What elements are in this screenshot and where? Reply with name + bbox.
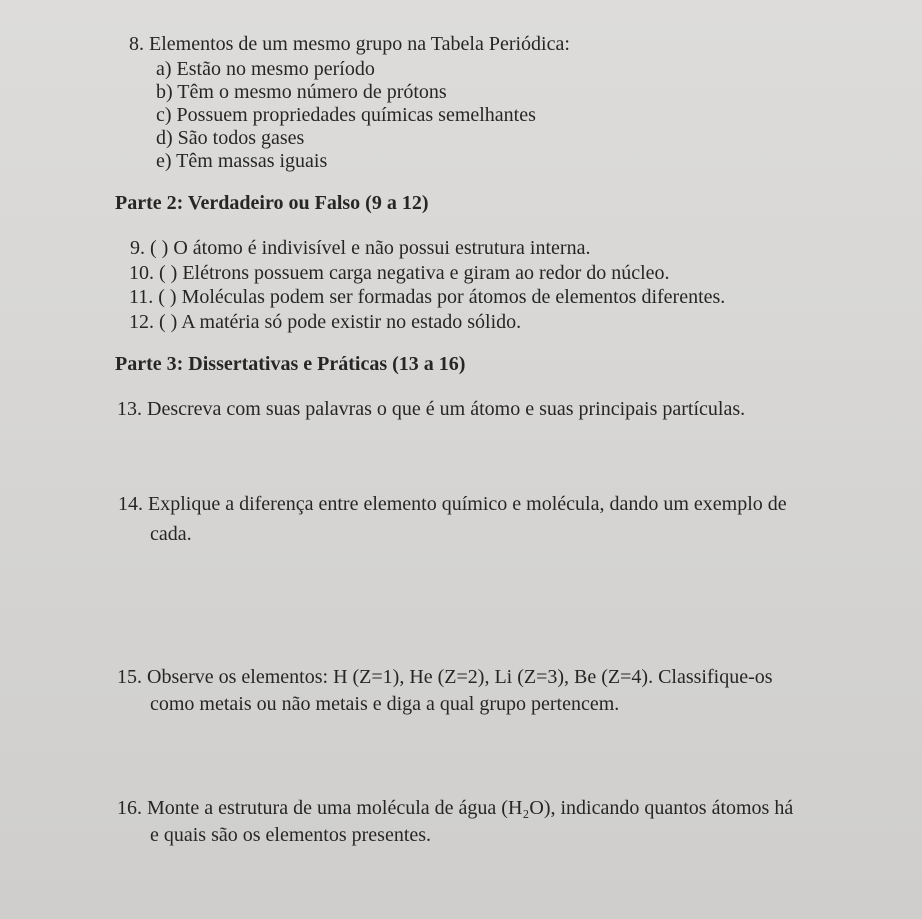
tf-item-9: 9. ( ) O átomo é indivisível e não possui estrutura interna.	[130, 237, 591, 259]
question-16-line-1: 16. Monte a estrutura de uma molécula de água (H₂O), indicando quantos átomos há	[117, 797, 794, 819]
tf-item-11: 11. ( ) Moléculas podem ser formadas por átomos de elementos diferentes.	[129, 286, 726, 308]
question-8-option-b: b) Têm o mesmo número de prótons	[156, 81, 447, 103]
question-14-line-1: 14. Explique a diferença entre elemento químico e molécula, dando um exemplo de	[118, 493, 787, 515]
part-2-title: Parte 2: Verdadeiro ou Falso (9 a 12)	[115, 192, 429, 214]
part-3-title: Parte 3: Dissertativas e Práticas (13 a 16)	[115, 353, 466, 375]
tf-item-12: 12. ( ) A matéria só pode existir no estado sólido.	[129, 311, 522, 333]
question-16-line-2: e quais são os elementos presentes.	[150, 824, 432, 846]
question-8-option-e: e) Têm massas iguais	[156, 150, 328, 172]
question-15-line-1: 15. Observe os elementos: H (Z=1), He (Z=2), Li (Z=3), Be (Z=4). Classifique-os	[117, 666, 773, 688]
tf-item-10: 10. ( ) Elétrons possuem carga negativa e giram ao redor do núcleo.	[129, 262, 670, 284]
question-8-option-c: c) Possuem propriedades químicas semelhantes	[156, 104, 536, 126]
question-8-option-d: d) São todos gases	[156, 127, 305, 149]
question-13: 13. Descreva com suas palavras o que é um átomo e suas principais partículas.	[117, 398, 746, 420]
question-15-line-2: como metais ou não metais e diga a qual grupo pertencem.	[150, 693, 620, 715]
question-8-stem: 8. Elementos de um mesmo grupo na Tabela Periódica:	[129, 33, 570, 55]
question-14-line-2: cada.	[150, 523, 192, 545]
question-8-option-a: a) Estão no mesmo período	[156, 58, 375, 80]
